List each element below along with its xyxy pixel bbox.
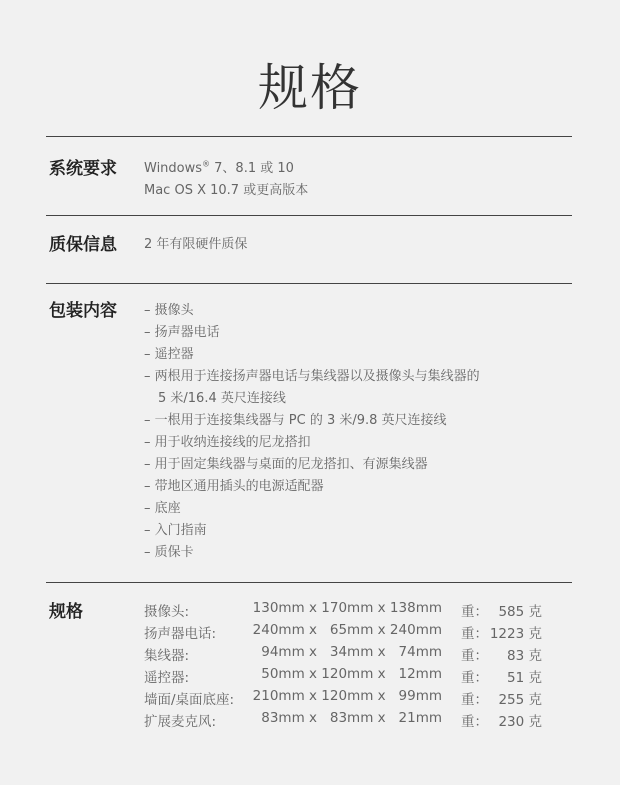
system-mac: Mac OS X 10.7 或更高版本 xyxy=(144,183,309,198)
package-item: – 扬声器电话 xyxy=(144,325,220,340)
package-item: – 两根用于连接扬声器电话与集线器以及摄像头与集线器的 xyxy=(144,369,480,384)
page-title: 规格 xyxy=(258,59,362,117)
package-item: – 入门指南 xyxy=(144,523,207,538)
spec-name: 扬声器电话: xyxy=(144,626,217,642)
spec-weight-label: 重： xyxy=(461,692,488,708)
package-item: – 质保卡 xyxy=(144,545,194,560)
spec-weight-label: 重： xyxy=(461,670,488,686)
spec-row xyxy=(144,688,554,710)
spec-dimensions: 240mm x 65mm x 240mm xyxy=(252,622,442,638)
package-item: – 用于固定集线器与桌面的尼龙搭扣、有源集线器 xyxy=(144,457,428,472)
package-item: – 带地区通用插头的电源适配器 xyxy=(144,479,324,494)
divider xyxy=(46,136,572,137)
spec-weight: 83 克 xyxy=(507,648,542,664)
specs-label: 规格 xyxy=(49,602,83,622)
spec-weight: 585 克 xyxy=(498,604,542,620)
spec-row xyxy=(144,710,554,732)
warranty-label: 质保信息 xyxy=(49,235,117,255)
spec-row xyxy=(144,644,554,666)
package-item: – 遥控器 xyxy=(144,347,194,362)
spec-name: 扩展麦克风: xyxy=(144,714,217,730)
package-item: – 底座 xyxy=(144,501,181,516)
spec-weight: 1223 克 xyxy=(489,626,542,642)
spec-weight: 51 克 xyxy=(507,670,542,686)
package-item: – 一根用于连接集线器与 PC 的 3 米/9.8 英尺连接线 xyxy=(144,413,447,428)
divider xyxy=(46,582,572,583)
spec-name: 遥控器: xyxy=(144,670,190,686)
package-item: – 摄像头 xyxy=(144,303,194,318)
spec-weight-label: 重： xyxy=(461,604,488,620)
package-contents-label: 包装内容 xyxy=(49,301,117,321)
spec-row xyxy=(144,622,554,644)
spec-weight-label: 重： xyxy=(461,714,488,730)
spec-dimensions: 83mm x 83mm x 21mm xyxy=(261,710,442,726)
package-item-continuation: 5 米/16.4 英尺连接线 xyxy=(158,391,286,406)
spec-dimensions: 50mm x 120mm x 12mm xyxy=(261,666,442,682)
spec-weight: 255 克 xyxy=(498,692,542,708)
spec-row xyxy=(144,666,554,688)
spec-weight: 230 克 xyxy=(498,714,542,730)
divider xyxy=(46,283,572,284)
divider xyxy=(46,215,572,216)
spec-name: 集线器: xyxy=(144,648,190,664)
spec-dimensions: 94mm x 34mm x 74mm xyxy=(261,644,442,660)
spec-row xyxy=(144,600,554,622)
spec-weight-label: 重： xyxy=(461,648,488,664)
spec-weight-label: 重： xyxy=(461,626,488,642)
system-requirements-label: 系统要求 xyxy=(49,159,117,179)
spec-name: 墙面/桌面底座: xyxy=(144,692,235,708)
spec-name: 摄像头: xyxy=(144,604,190,620)
warranty-text: 2 年有限硬件质保 xyxy=(144,237,248,252)
system-windows: Windows® 7、8.1 或 10 xyxy=(144,159,294,176)
spec-dimensions: 210mm x 120mm x 99mm xyxy=(252,688,442,704)
package-item: – 用于收纳连接线的尼龙搭扣 xyxy=(144,435,311,450)
spec-dimensions: 130mm x 170mm x 138mm xyxy=(252,600,442,616)
